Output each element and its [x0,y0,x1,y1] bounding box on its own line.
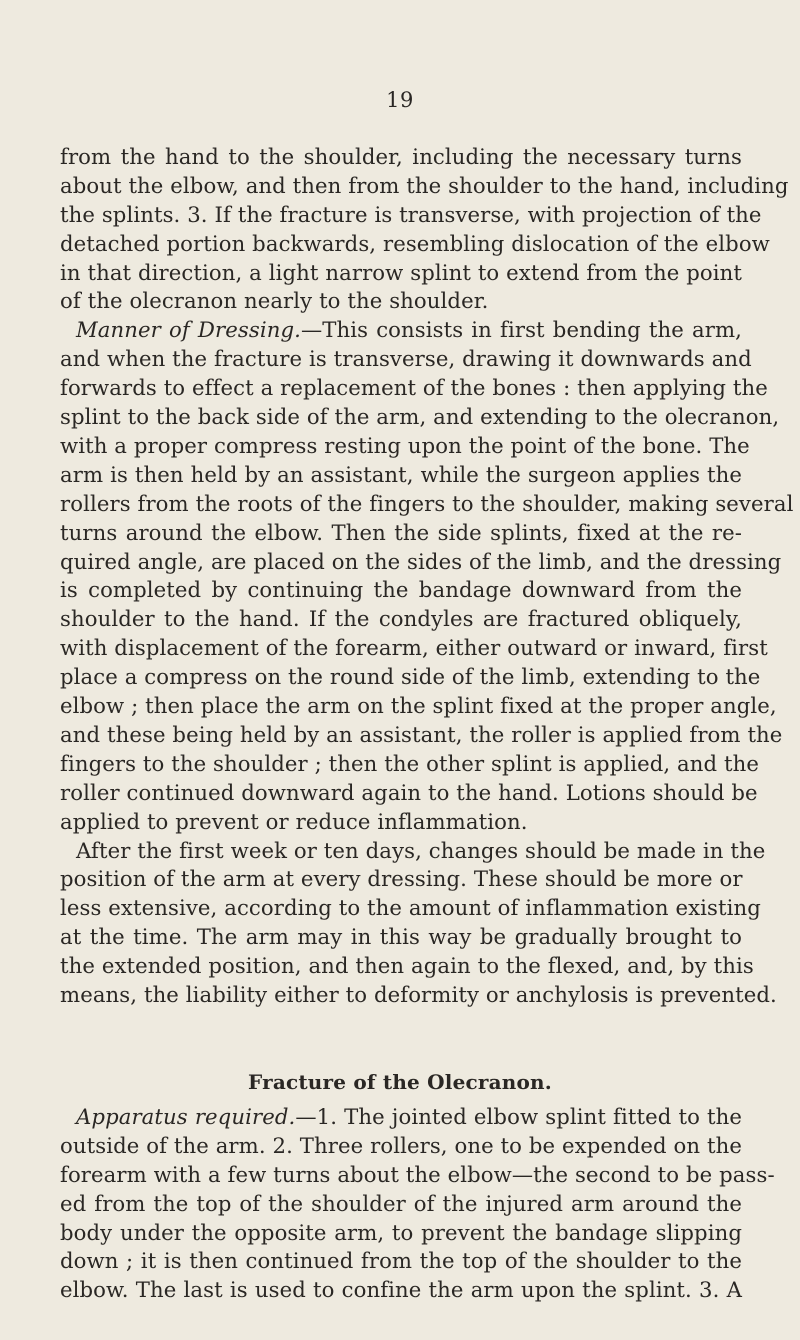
text-line: at the time. The arm may in this way be gradually brought to [60,924,742,950]
text-line: elbow. The last is used to confine the arm upon the splint. 3. A [60,1277,742,1303]
text-line [60,316,742,345]
apparatus-required-label: Apparatus required. [76,1104,296,1129]
text-line: in that direction, a light narrow splint to extend from the point [60,259,742,285]
text-line: place a compress on the round side of the limb, extending to the [60,664,761,690]
text-line: detached portion backwards, resembling dislocation of the elbow [60,230,770,256]
text-line: from the hand to the shoulder, including the necessary turns [60,144,742,169]
section-heading: Fracture of the Olecranon. [248,1070,552,1094]
text-line: arm is then held by an assistant, while the surgeon applies the [60,461,742,487]
text-run: —1. The jointed elbow splint fitted to the [295,1104,743,1129]
text-line: the splints. 3. If the fracture is transverse, with projection of the [60,201,762,227]
text-line: is completed by continuing the bandage downward from the [60,577,742,603]
text-line: the extended position, and then again to the flexed, and, by this [60,953,754,979]
text-line: shoulder to the hand. If the condyles are fractured obliquely, [60,606,742,632]
paragraph-continuation [60,143,789,316]
paragraph-manner-of-dressing [60,316,794,836]
text-line: down ; it is then continued from the top of the shoulder to the [60,1248,742,1274]
text-line: with a proper compress resting upon the point of the bone. The [60,432,750,458]
text-line: and these being held by an assistant, the roller is applied from the [60,721,783,747]
text-line: forearm with a few turns about the elbow—the second to be pass- [60,1161,775,1187]
text-line: position of the arm at every dressing. These should be more or [60,866,743,892]
text-line: rollers from the roots of the fingers to the shoulder, making several [60,490,794,516]
text-line: splint to the back side of the arm, and extending to the olecranon, [60,404,780,430]
paragraph-apparatus-required [60,1103,775,1305]
text-line: quired angle, are placed on the sides of the limb, and the dressing [60,548,782,574]
text-line: ed from the top of the shoulder of the injured arm around the [60,1190,742,1216]
manner-of-dressing-label: Manner of Dressing. [76,317,301,343]
text-line: body under the opposite arm, to prevent the bandage slipping [60,1219,742,1245]
text-line: turns around the elbow. Then the side splints, fixed at the re- [60,519,742,545]
text-line: applied to prevent or reduce inflammation. [60,808,528,834]
text-run: —This consists in first bending the arm, [300,317,743,343]
text-line [60,1103,742,1132]
text-line: outside of the arm. 2. Three rollers, one to be expended on the [60,1132,742,1158]
paragraph-after-first-week [60,837,777,1010]
text-line: forwards to effect a replacement of the bones : then applying the [60,375,768,401]
text-line: roller continued downward again to the hand. Lotions should be [60,779,758,805]
text-line: fingers to the shoulder ; then the other splint is applied, and the [60,750,760,776]
text-line: and when the fracture is transverse, drawing it downwards and [60,346,752,372]
page-number: 19 [386,88,414,112]
text-line: about the elbow, and then from the shoulder to the hand, including [60,172,789,198]
text-line: means, the liability either to deformity or anchylosis is prevented. [60,982,777,1008]
text-line: less extensive, according to the amount of inflammation existing [60,895,761,921]
text-line: elbow ; then place the arm on the splint fixed at the proper angle, [60,692,777,718]
text-line: After the first week or ten days, changes should be made in the [76,837,766,863]
text-line: with displacement of the forearm, either outward or inward, first [60,635,768,661]
text-line: of the olecranon nearly to the shoulder. [60,288,489,314]
